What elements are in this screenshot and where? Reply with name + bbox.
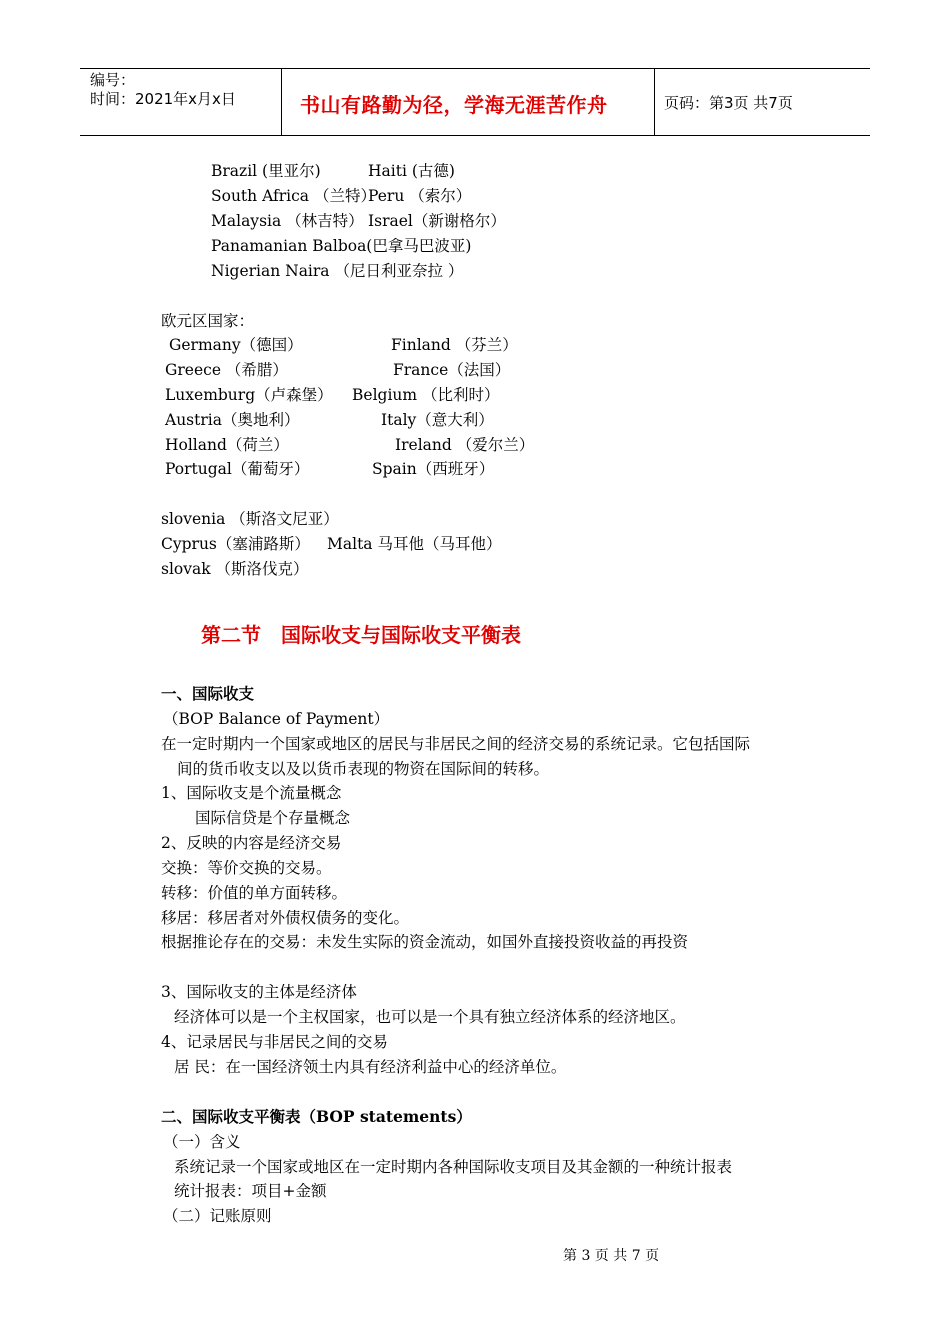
bop-point-3-sub: 经济体可以是一个主权国家，也可以是一个具有独立经济体系的经济地区。 — [174, 1008, 686, 1026]
bop-point-4-sub: 居 民：在一国经济领土内具有经济利益中心的经济单位。 — [174, 1058, 567, 1076]
header-number-label: 编号： — [90, 71, 136, 89]
eurozone-country-left: Austria（奥地利） — [165, 411, 300, 429]
eurozone-slovak: slovak （斯洛伐克） — [161, 560, 309, 578]
header-divider-left — [281, 68, 282, 136]
eurozone-country-left: Holland（荷兰） — [165, 436, 289, 454]
eurozone-country-left: Germany（德国） — [169, 336, 303, 354]
eurozone-malta: Malta 马耳他（马耳他） — [327, 535, 502, 553]
eurozone-slovenia: slovenia （斯洛文尼亚） — [161, 510, 339, 528]
bop-heading: 一、国际收支 — [161, 684, 255, 703]
eurozone-country-right: Finland （芬兰） — [391, 336, 518, 354]
bop-definition-line2: 间的货币收支以及以货币表现的物资在国际间的转移。 — [177, 760, 550, 778]
eurozone-title: 欧元区国家： — [161, 312, 255, 330]
statement-sub-1: （一）含义 — [163, 1133, 241, 1151]
section-title: 第二节 国际收支与国际收支平衡表 — [201, 623, 521, 647]
eurozone-country-right: France（法国） — [393, 361, 511, 379]
country-brazil: Brazil (里亚尔) — [211, 162, 321, 180]
eurozone-country-right: Ireland （爱尔兰） — [395, 436, 535, 454]
header-divider-right — [654, 68, 655, 136]
country-south-africa: South Africa （兰特） — [211, 187, 376, 205]
eurozone-country-right: Spain（西班牙） — [372, 460, 495, 478]
country-malaysia: Malaysia （林吉特） — [211, 212, 364, 230]
bop-transfer: 转移：价值的单方面转移。 — [161, 884, 348, 902]
statement-heading: 二、国际收支平衡表（BOP statements） — [161, 1107, 472, 1126]
country-israel: Israel（新谢格尔） — [368, 212, 506, 230]
country-nigeria: Nigerian Naira （尼日利亚奈拉 ） — [211, 262, 464, 280]
statement-sub-1-text: 系统记录一个国家或地区在一定时期内各种国际收支项目及其金额的一种统计报表 — [174, 1158, 733, 1176]
eurozone-country-left: Portugal（葡萄牙） — [165, 460, 310, 478]
bop-inferred: 根据推论存在的交易：未发生实际的资金流动，如国外直接投资收益的再投资 — [161, 933, 689, 951]
header-page-label: 页码：第3页 共7页 — [664, 94, 793, 112]
header-time-label: 时间：2021年x月x日 — [90, 90, 236, 108]
bop-point-1: 1、国际收支是个流量概念 — [161, 784, 342, 802]
statement-sub-1-text2: 统计报表：项目+金额 — [174, 1182, 327, 1200]
eurozone-cyprus: Cyprus（塞浦路斯） — [161, 535, 310, 553]
header-bottom-rule — [80, 135, 870, 136]
page-footer: 第 3 页 共 7 页 — [563, 1248, 660, 1264]
bop-english-name: （BOP Balance of Payment） — [163, 710, 390, 728]
header-top-rule — [80, 68, 870, 69]
bop-point-1-sub: 国际信贷是个存量概念 — [195, 809, 351, 827]
eurozone-country-right: Belgium （比利时） — [352, 386, 500, 404]
eurozone-country-left: Luxemburg（卢森堡） — [165, 386, 333, 404]
country-peru: Peru （索尔） — [368, 187, 472, 205]
bop-point-2: 2、反映的内容是经济交易 — [161, 834, 342, 852]
bop-point-4: 4、记录居民与非居民之间的交易 — [161, 1033, 388, 1051]
eurozone-country-left: Greece （希腊） — [165, 361, 288, 379]
bop-exchange: 交换：等价交换的交易。 — [161, 859, 332, 877]
header-motto: 书山有路勤为径，学海无涯苦作舟 — [300, 93, 608, 117]
bop-definition-line1: 在一定时期内一个国家或地区的居民与非居民之间的经济交易的系统记录。它包括国际 — [161, 735, 751, 753]
country-haiti: Haiti (古德) — [368, 162, 455, 180]
eurozone-country-right: Italy（意大利） — [381, 411, 494, 429]
statement-sub-2: （二）记账原则 — [163, 1207, 272, 1225]
bop-migration: 移居：移居者对外债权债务的变化。 — [161, 909, 410, 927]
country-panama: Panamanian Balboa(巴拿马巴波亚) — [211, 237, 472, 255]
bop-point-3: 3、国际收支的主体是经济体 — [161, 983, 357, 1001]
